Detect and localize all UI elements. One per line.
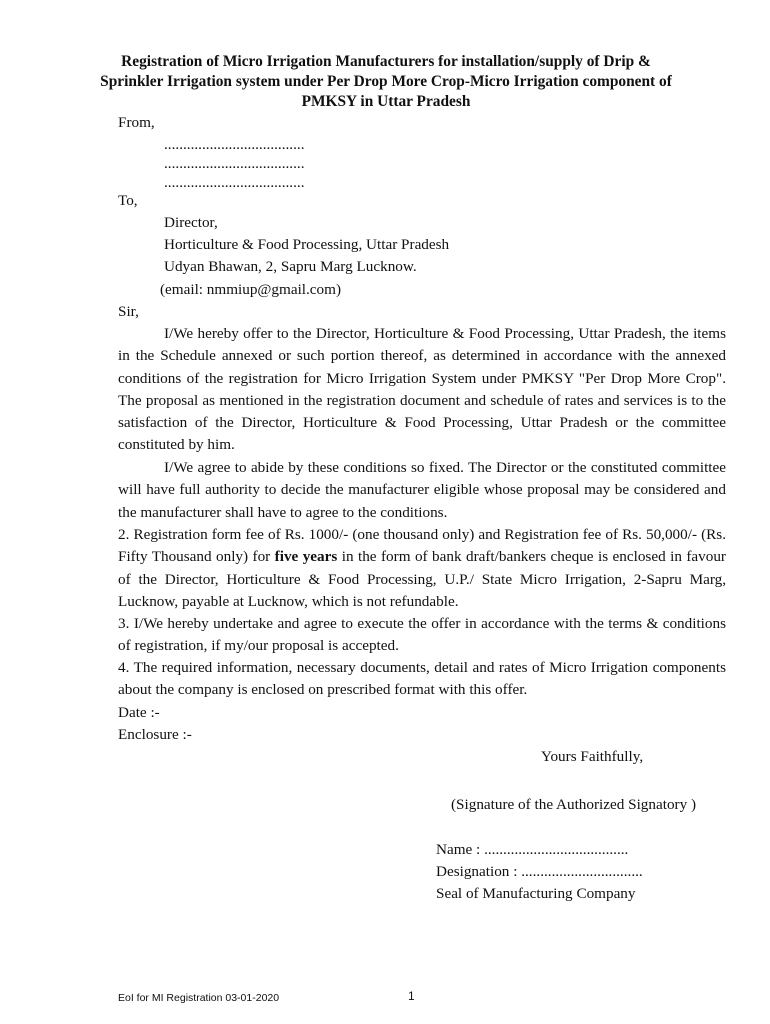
body-paragraph-conditions: I/We agree to abide by these conditions so fixed. The Director or the constituted committee will have full authority to decide the manufacturer eligible whose proposal may be considered and the manufacturer shall have to agree to the conditions.: [118, 459, 726, 521]
closing-phrase: Yours Faithfully,: [541, 748, 644, 765]
designation-field-line: Designation : ................................: [436, 863, 643, 880]
date-label: Date :-: [118, 704, 160, 721]
body-paragraph-information: 4. The required information, necessary documents, detail and rates of Micro Irrigation components about the company is enclosed on prescribed format with this offer.: [118, 659, 726, 699]
page-number: 1: [408, 989, 415, 1003]
document-title: Registration of Micro Irrigation Manufacturers for installation/supply of Drip & Sprinkler Irrigation system under Per Drop More Crop-Micro Irrigation component of PMKSY in Uttar Pradesh: [100, 53, 672, 110]
from-line-3: .....................................: [164, 174, 305, 191]
salutation: Sir,: [118, 303, 139, 320]
to-line-address: Udyan Bhawan, 2, Sapru Marg Lucknow.: [164, 258, 417, 275]
body-paragraph-undertake: 3. I/We hereby undertake and agree to execute the offer in accordance with the terms & conditions of registration, if my/our proposal is accepted.: [118, 615, 726, 655]
to-label: To,: [118, 192, 138, 209]
five-years-emphasis: five years: [274, 548, 338, 566]
from-label: From,: [118, 114, 155, 131]
enclosure-label: Enclosure :-: [118, 726, 192, 743]
seal-line: Seal of Manufacturing Company: [436, 885, 636, 902]
to-line-email: (email: nmmiup@gmail.com): [160, 281, 342, 298]
to-line-department: Horticulture & Food Processing, Uttar Pradesh: [164, 236, 450, 253]
footer-document-id: EoI for MI Registration 03-01-2020: [118, 992, 280, 1004]
to-line-director: Director,: [164, 214, 218, 231]
signature-note: (Signature of the Authorized Signatory ): [451, 796, 697, 813]
name-field-line: Name : ......................................: [436, 841, 629, 858]
body-paragraph-offer: I/We hereby offer to the Director, Horticulture & Food Processing, Uttar Pradesh, the items in the Schedule annexed or such portion thereof, as determined in accordance with the annexed conditions of the registration for Micro Irrigation System under PMKSY "Per Drop More Crop". The proposal as mentioned in the registration document and schedule of rates and services is to the satisfaction of the Director, Horticulture & Food Processing, Uttar Pradesh or the committee constituted by him.: [118, 325, 726, 454]
from-line-1: .....................................: [164, 136, 305, 153]
body-paragraph-fee: 2. Registration form fee of Rs. 1000/- (one thousand only) and Registration fee of Rs. 50,000/- (Rs. Fifty Thousand only) for five years in the form of bank draft/bankers cheque is enclosed in favour of the Director, Horticulture & Food Processing, U.P./ State Micro Irrigation, 2-Sapru Marg, Lucknow, payable at Lucknow, which is not refundable.: [118, 526, 726, 610]
from-line-2: .....................................: [164, 155, 305, 172]
